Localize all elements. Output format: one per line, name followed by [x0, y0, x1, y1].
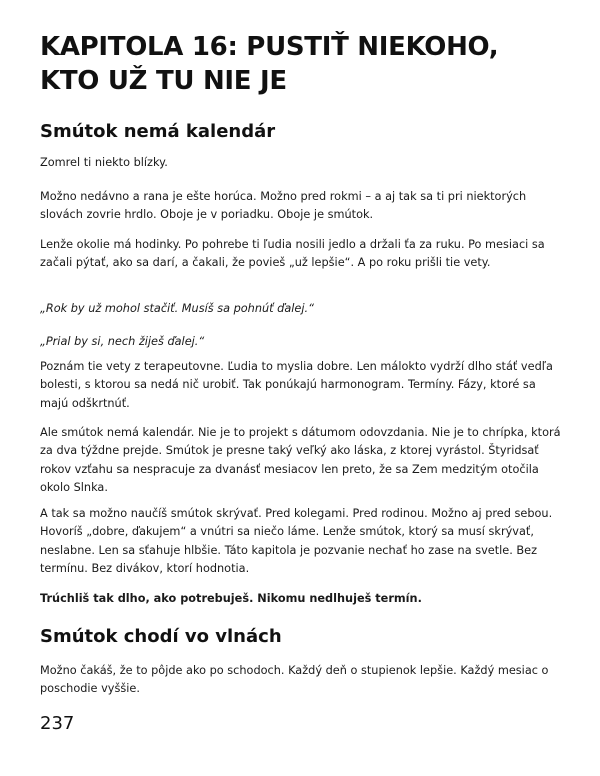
quote-paragraph: „Prial by si, nech žiješ ďalej.“ — [40, 335, 205, 348]
paragraph: Poznám tie vety z terapeutovne. Ľudia to myslia dobre. Len málokto vydrží dlho stáť vedľa bolesti, s ktorou sa nedá nič urobiť. Tak ponúkajú harmonogram. Termíny. Fázy, ktoré sa majú odškrtnúť. — [40, 360, 553, 410]
chapter-title: KAPITOLA 16: PUSTIŤ NIEKOHO, KTO UŽ TU NIE JE — [40, 32, 499, 96]
section-heading-grief-waves: Smútok chodí vo vlnách — [40, 626, 282, 647]
paragraph: Lenže okolie má hodinky. Po pohrebe ti ľudia nosili jedlo a držali ťa za ruku. Po mesiaci sa začali pýtať, ako sa darí, a čakali, že povieš „už lepšie“. A po roku prišli tie vety. — [40, 238, 545, 270]
paragraph: Ale smútok nemá kalendár. Nie je to projekt s dátumom odovzdania. Nie je to chrípka, ktorá za dva týždne prejde. Smútok je presne taký veľký ako láska, z ktorej vyrástol. Štyridsať rokov vzťahu sa nespracuje za dvanásť mesiacov len preto, že sa Zem medzitým otočila okolo Slnka. — [40, 426, 561, 495]
paragraph: Možno nedávno a rana je ešte horúca. Možno pred rokmi – a aj tak sa ti pri niektorých slovách zovrie hrdlo. Oboje je v poriadku. Oboje je smútok. — [40, 190, 527, 222]
section-heading-grief-no-calendar: Smútok nemá kalendár — [40, 121, 276, 142]
paragraph: Možno čakáš, že to pôjde ako po schodoch. Každý deň o stupienok lepšie. Každý mesiac o poschodie vyššie. — [40, 664, 549, 696]
paragraph: A tak sa možno naučíš smútok skrývať. Pred kolegami. Pred rodinou. Možno aj pred sebou. Hovoríš „dobre, ďakujem“ a vnútri sa niečo láme. Lenže smútok, ktorý sa musí skrývať, neslabne. Len sa sťahuje hlbšie. Táto kapitola je pozvanie nechať ho zase na svetle. Bez termínu. Bez divákov, ktorí hodnotia. — [40, 507, 553, 576]
paragraph: Zomrel ti niekto blízky. — [40, 156, 168, 169]
page-number: 237 — [40, 713, 75, 734]
quote-paragraph: „Rok by už mohol stačiť. Musíš sa pohnúť ďalej.“ — [40, 302, 314, 315]
emphasis-paragraph: Trúchliš tak dlho, ako potrebuješ. Nikomu nedlhuješ termín. — [40, 592, 422, 605]
